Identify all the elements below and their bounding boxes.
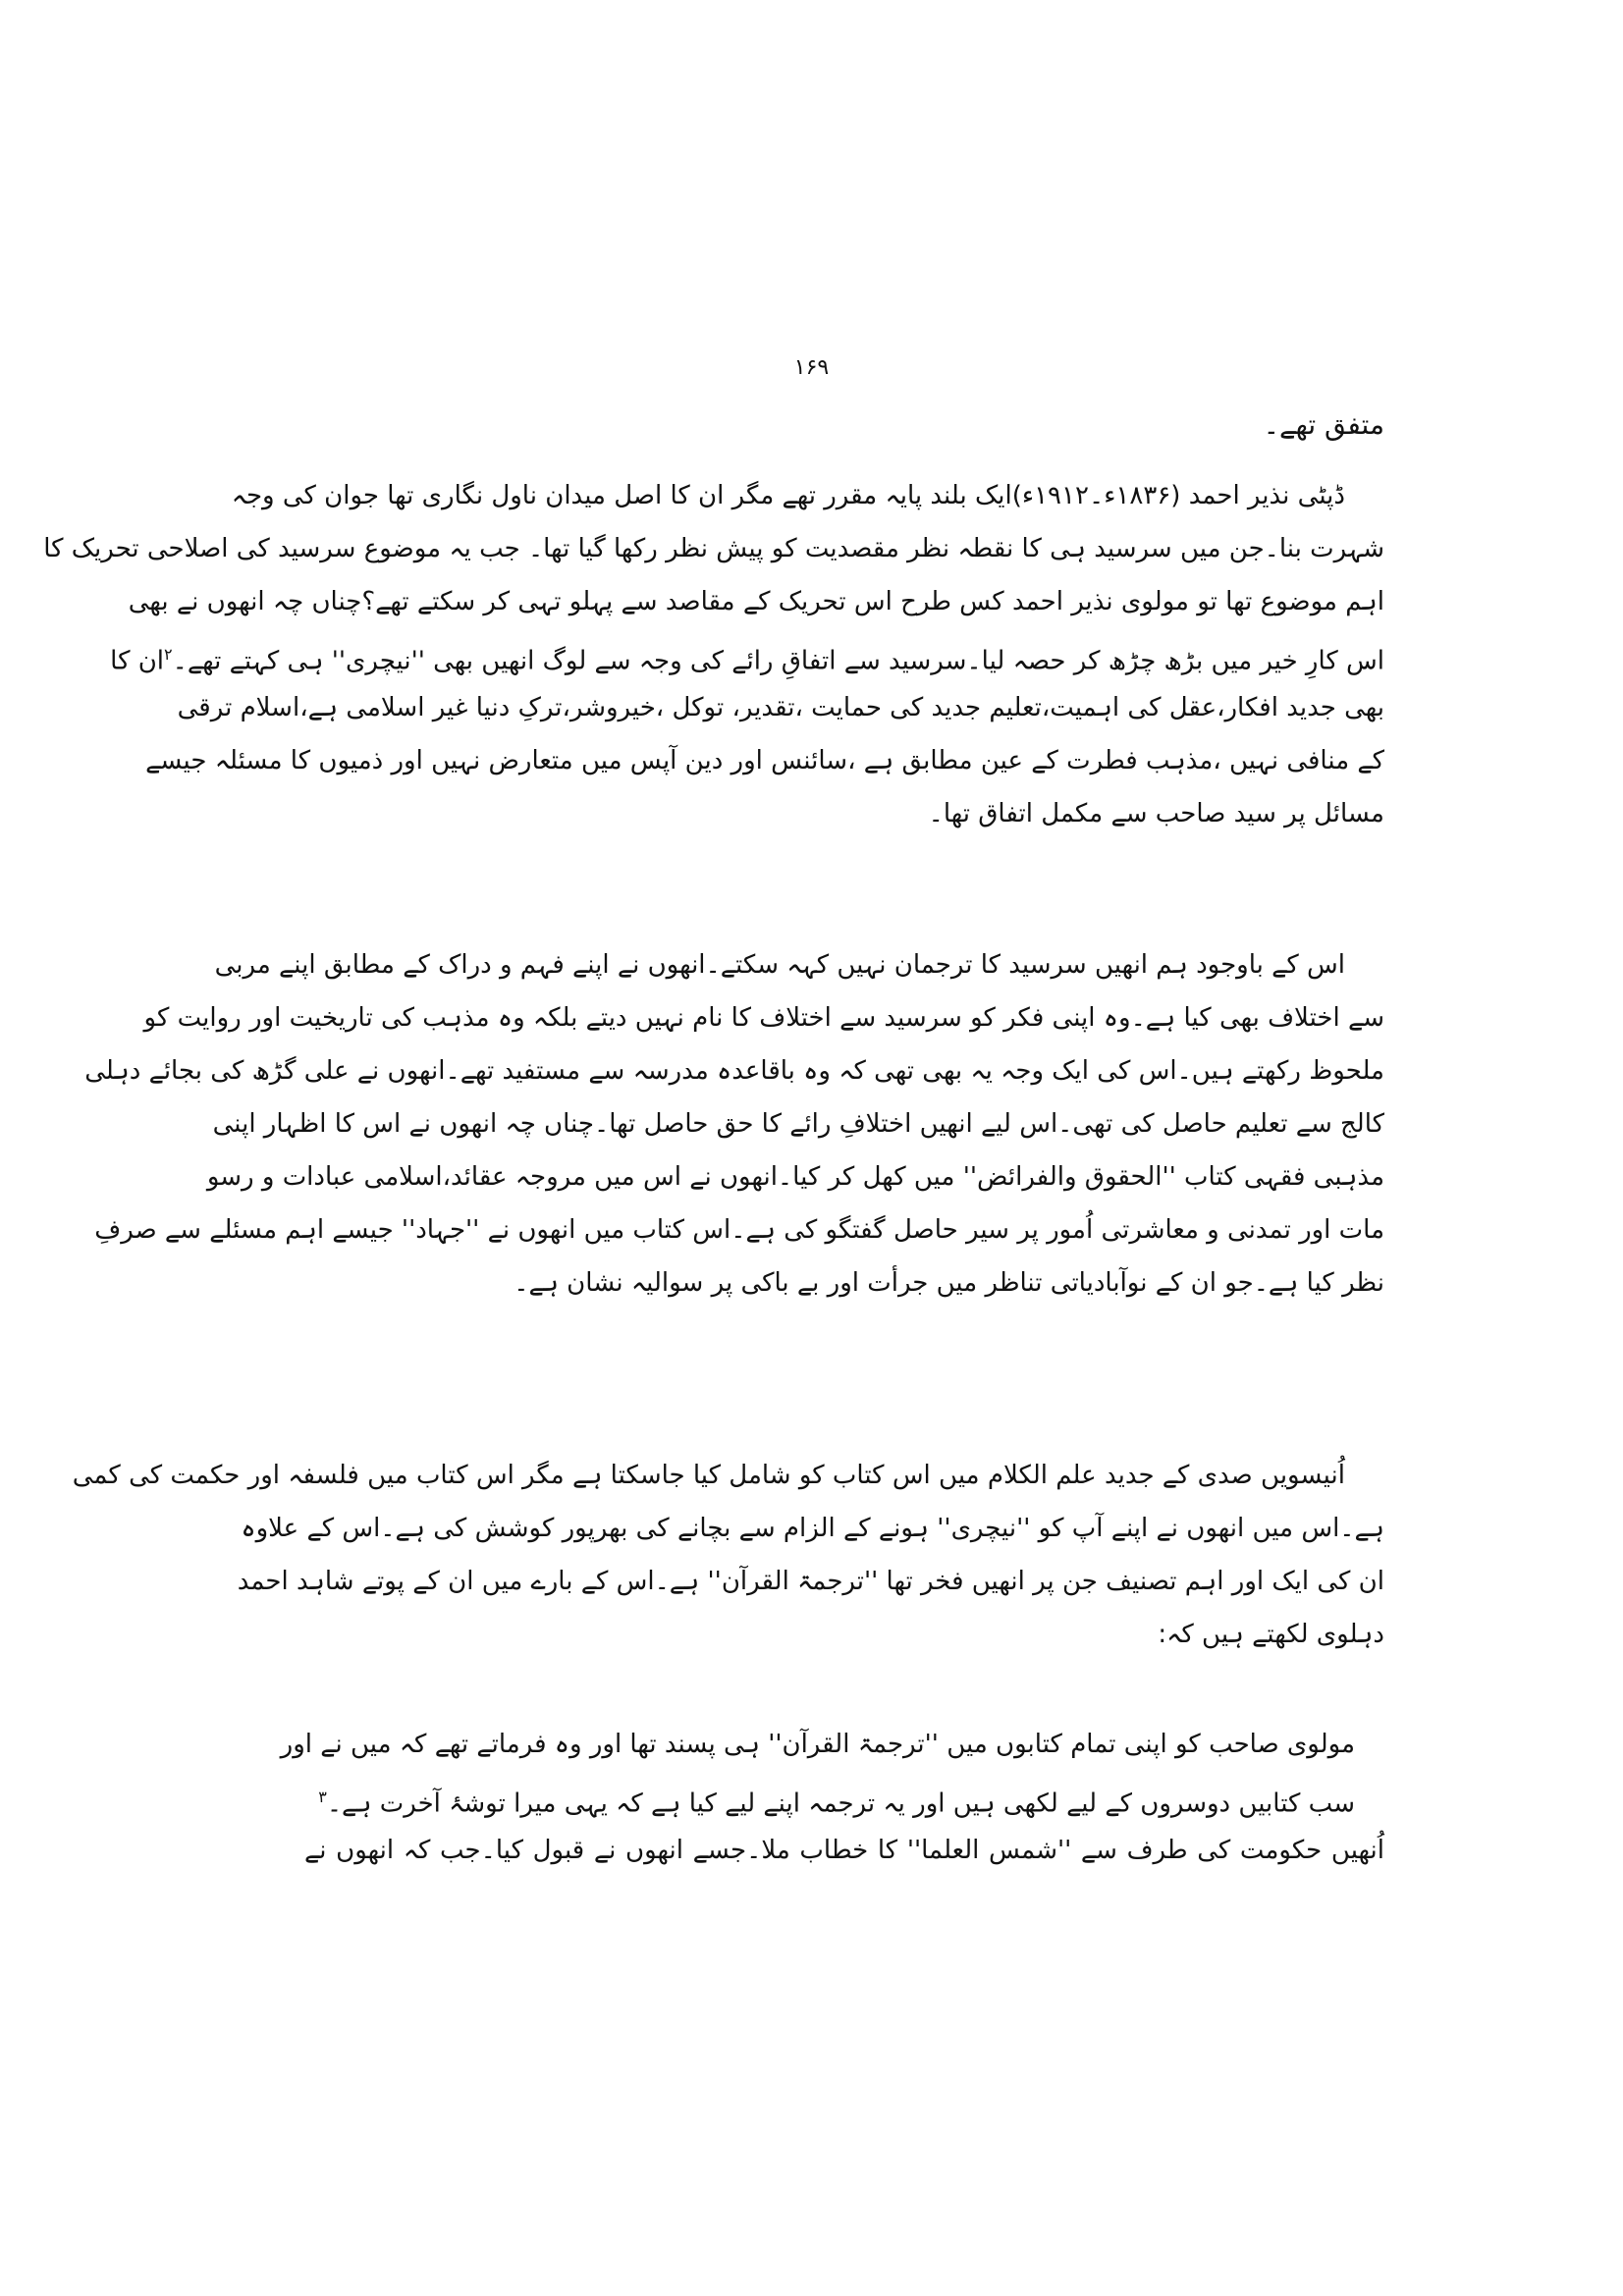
paragraph-line: شہرت بنا۔جن میں سرسید ہی کا نقطہ نظر مقصدیت کو پیش نظر رکھا گیا تھا۔ جب یہ موضوع سرسید کی اصلاحی تحریک کا <box>43 534 1384 563</box>
paragraph-line: سے اختلاف بھی کیا ہے۔وہ اپنی فکر کو سرسید سے اختلاف کا نام نہیں دیتے بلکہ وہ مذہب کی تاریخیت اور روایت کو <box>143 1003 1384 1033</box>
footnote-reference: ۲ <box>164 645 173 664</box>
paragraph-line: اس کے باوجود ہم انھیں سرسید کا ترجمان نہیں کہہ سکتے۔انھوں نے اپنے فہم و دراک کے مطابق اپنے مربی <box>214 950 1345 980</box>
block-quote <box>280 1718 1355 1824</box>
quote-line-text: سب کتابیں دوسروں کے لیے لکھی ہیں اور یہ ترجمہ اپنے لیے کیا ہے کہ یہی میرا توشۂ آخرت ہے۔ <box>326 1789 1355 1819</box>
paragraph-line <box>110 628 1384 681</box>
paragraph-line: بھی جدید افکار،عقل کی اہمیت،تعلیم جدید کی حمایت ،تقدیر، توکل ،خیروشر،ترکِ دنیا غیر اسلامی ہے،اسلام ترقی <box>177 693 1384 722</box>
paragraph-4 <box>304 1824 1384 1877</box>
paragraph-line: کالج سے تعلیم حاصل کی تھی۔اس لیے انھیں اختلافِ رائے کا حق حاصل تھا۔چناں چہ انھوں نے اس کا اظہار اپنی <box>212 1109 1384 1139</box>
paragraph-line: کے منافی نہیں ،مذہب فطرت کے عین مطابق ہے ،سائنس اور دین آپس میں متعارض نہیں اور ذمیوں کا مسئلہ جیسے <box>145 746 1384 775</box>
paragraph-line: مات اور تمدنی و معاشرتی اُمور پر سیر حاصل گفتگو کی ہے۔اس کتاب میں انھوں نے ''جہاد'' جیسے اہم مسئلے سے صرفِ <box>94 1215 1384 1245</box>
paragraph-3 <box>72 1449 1384 1661</box>
footnote-reference: ۳ <box>318 1788 327 1806</box>
paragraph-line-text: اس کارِ خیر میں بڑھ چڑھ کر حصہ لیا۔سرسید سے اتفاقِ رائے کی وجہ سے لوگ انھیں بھی ''نیچری'' ہی کہتے تھے۔ <box>172 646 1384 676</box>
paragraph-2 <box>84 938 1384 1309</box>
paragraph-line: ہے۔اس میں انھوں نے اپنے آپ کو ''نیچری'' ہونے کے الزام سے بچانے کی بھرپور کوشش کی ہے۔اس کے علاوہ <box>241 1514 1384 1543</box>
paragraph-line: مذہبی فقہی کتاب ''الحقوق والفرائض'' میں کھل کر کیا۔انھوں نے اس میں مروجہ عقائد،اسلامی عبادات و رسو <box>206 1162 1384 1192</box>
paragraph-line: ملحوظ رکھتے ہیں۔اس کی ایک وجہ یہ بھی تھی کہ وہ باقاعدہ مدرسہ سے مستفید تھے۔انھوں نے علی گڑھ کی بجائے دہلی <box>84 1056 1384 1086</box>
page-number: ۱۶۹ <box>793 355 830 380</box>
paragraph-line: دہلوی لکھتے ہیں کہ: <box>1158 1620 1384 1649</box>
quote-line: مولوی صاحب کو اپنی تمام کتابوں میں ''ترجمۃ القرآن'' ہی پسند تھا اور وہ فرماتے تھے کہ میں نے اور <box>280 1730 1355 1759</box>
paragraph-line: مسائل پر سید صاحب سے مکمل اتفاق تھا۔ <box>928 799 1384 828</box>
paragraph-line: ڈپٹی نذیر احمد (۱۸۳۶ء۔۱۹۱۲ء)ایک بلند پایہ مقرر تھے مگر ان کا اصل میدان ناول نگاری تھا جوان کی وجہ <box>231 481 1345 510</box>
paragraph-line-tail: ان کا <box>110 646 165 676</box>
quote-line <box>318 1771 1355 1824</box>
paragraph-line: اُنیسویں صدی کے جدید علم الکلام میں اس کتاب کو شامل کیا جاسکتا ہے مگر اس کتاب میں فلسفہ اور حکمت کی کمی <box>72 1461 1345 1490</box>
continuation-line: متفق تھے۔ <box>1263 408 1384 441</box>
paragraph-line: ان کی ایک اور اہم تصنیف جن پر انھیں فخر تھا ''ترجمۃ القرآن'' ہے۔اس کے بارے میں ان کے پوتے شاہد احمد <box>237 1567 1384 1596</box>
paragraph-line: اُنھیں حکومت کی طرف سے ''شمس العلما'' کا خطاب ملا۔جسے انھوں نے قبول کیا۔جب کہ انھوں نے <box>304 1836 1384 1865</box>
paragraph-line: نظر کیا ہے۔جو ان کے نوآبادیاتی تناظر میں جرأت اور بے باکی پر سوالیہ نشان ہے۔ <box>514 1268 1384 1298</box>
paragraph-line: اہم موضوع تھا تو مولوی نذیر احمد کس طرح اس تحریک کے مقاصد سے پہلو تہی کر سکتے تھے؟چناں چہ انھوں نے بھی <box>128 587 1384 616</box>
paragraph-1 <box>43 469 1384 840</box>
